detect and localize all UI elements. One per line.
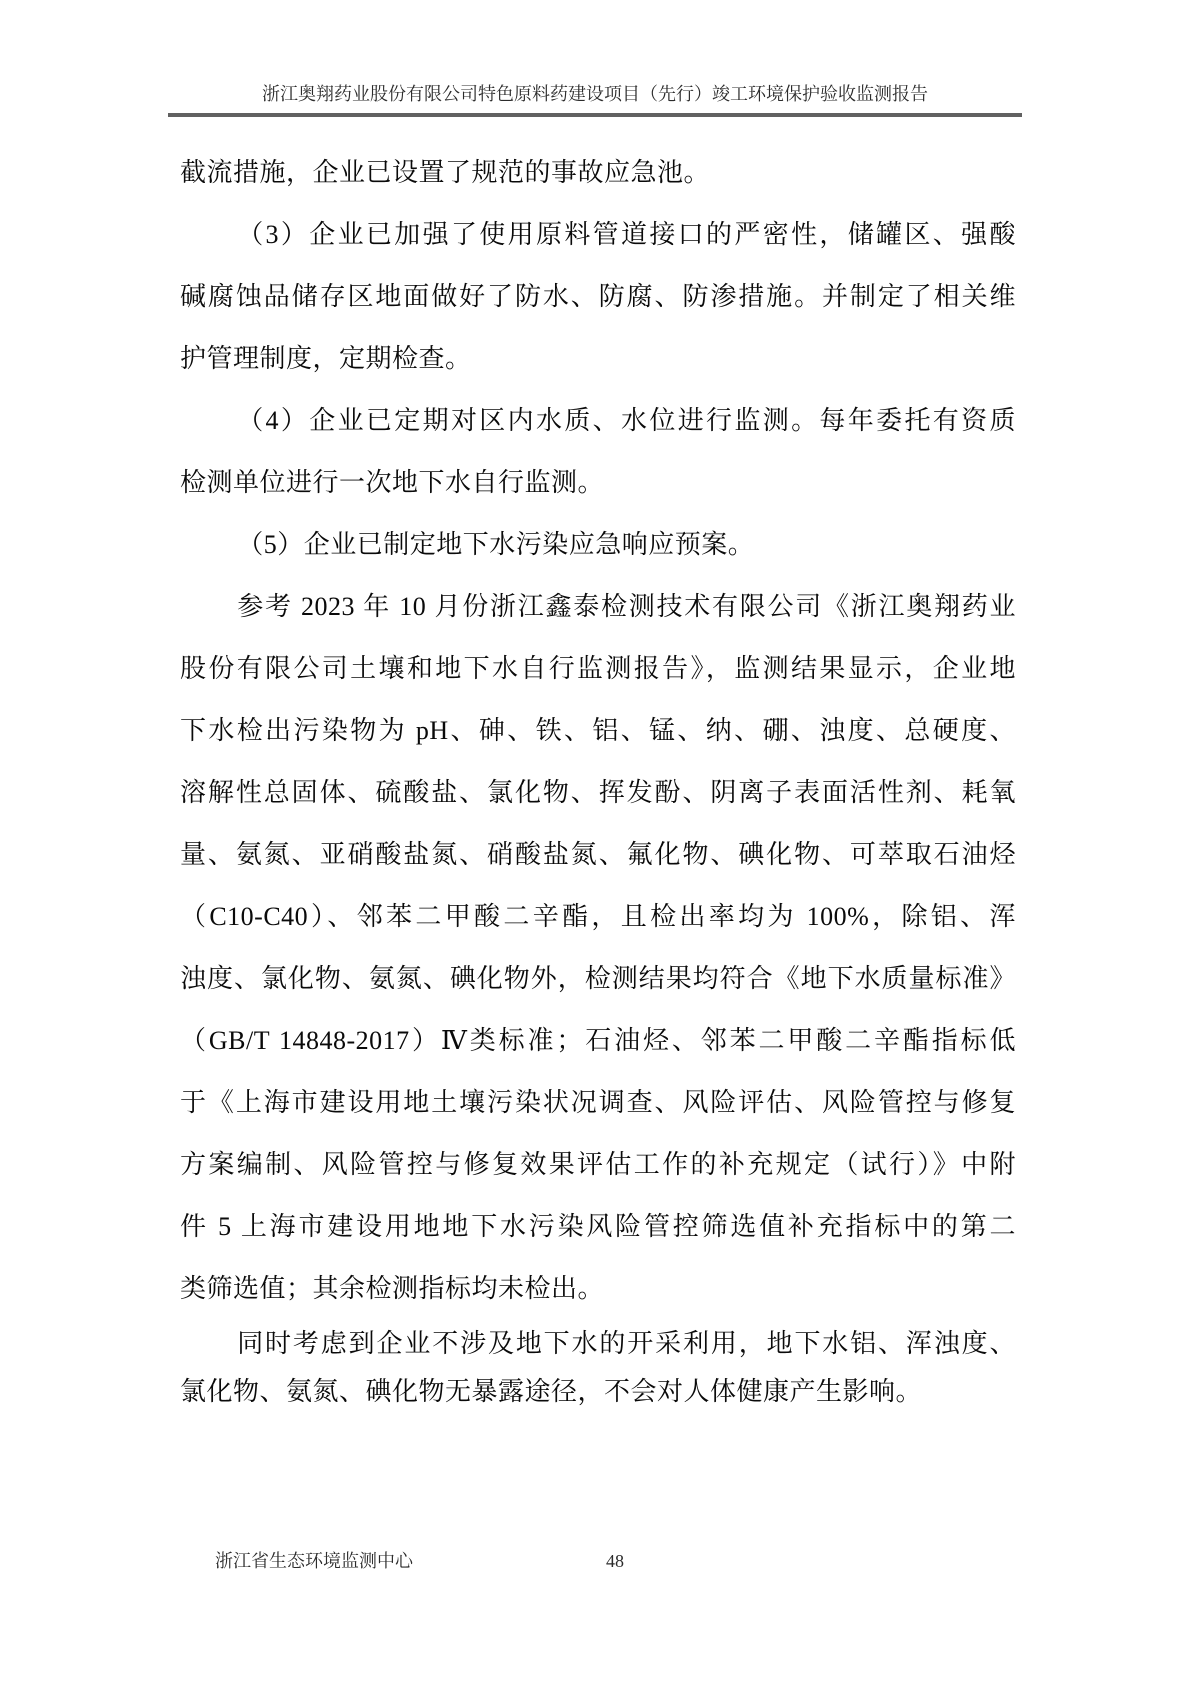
body-line: 截流措施，企业已设置了规范的事故应急池。 bbox=[180, 158, 711, 187]
page-footer bbox=[0, 1548, 1190, 1574]
body-line: （4）企业已定期对区内水质、水位进行监测。每年委托有资质 bbox=[237, 406, 1016, 435]
body-line: 浊度、氯化物、氨氮、碘化物外，检测结果均符合《地下水质量标准》 bbox=[180, 964, 1016, 993]
body-line: 量、氨氮、亚硝酸盐氮、硝酸盐氮、氟化物、碘化物、可萃取石油烃 bbox=[180, 840, 1016, 869]
body-line: 下水检出污染物为 pH、砷、铁、铝、锰、纳、硼、浊度、总硬度、 bbox=[180, 716, 1016, 745]
body-line: 溶解性总固体、硫酸盐、氯化物、挥发酚、阴离子表面活性剂、耗氧 bbox=[180, 778, 1016, 807]
body-line: （C10-C40）、邻苯二甲酸二辛酯，且检出率均为 100%，除铝、浑 bbox=[180, 902, 1016, 931]
document-body bbox=[180, 142, 1016, 1416]
body-line: 参考 2023 年 10 月份浙江鑫泰检测技术有限公司《浙江奥翔药业 bbox=[237, 592, 1016, 621]
page-number: 48 bbox=[606, 1551, 624, 1571]
body-line: 护管理制度，定期检查。 bbox=[180, 344, 472, 373]
body-line: （GB/T 14848-2017）Ⅳ类标准；石油烃、邻苯二甲酸二辛酯指标低 bbox=[180, 1026, 1016, 1055]
header-title: 浙江奥翔药业股份有限公司特色原料药建设项目（先行）竣工环境保护验收监测报告 bbox=[262, 84, 928, 104]
body-line: 件 5 上海市建设用地地下水污染风险管控筛选值补充指标中的第二 bbox=[180, 1212, 1016, 1241]
body-line: 氯化物、氨氮、碘化物无暴露途径，不会对人体健康产生影响。 bbox=[180, 1377, 923, 1406]
body-line: 方案编制、风险管控与修复效果评估工作的补充规定（试行）》中附 bbox=[180, 1150, 1016, 1179]
body-line: 检测单位进行一次地下水自行监测。 bbox=[180, 468, 605, 497]
footer-organization: 浙江省生态环境监测中心 bbox=[215, 1551, 413, 1571]
body-line: （3）企业已加强了使用原料管道接口的严密性，储罐区、强酸 bbox=[237, 220, 1016, 249]
body-line: （5）企业已制定地下水污染应急响应预案。 bbox=[237, 530, 755, 559]
page-header bbox=[168, 82, 1022, 117]
body-line: 碱腐蚀品储存区地面做好了防水、防腐、防渗措施。并制定了相关维 bbox=[180, 282, 1016, 311]
body-line: 股份有限公司土壤和地下水自行监测报告》，监测结果显示，企业地 bbox=[180, 654, 1016, 683]
body-line: 同时考虑到企业不涉及地下水的开采利用，地下水铝、浑浊度、 bbox=[237, 1329, 1016, 1358]
body-line: 于《上海市建设用地土壤污染状况调查、风险评估、风险管控与修复 bbox=[180, 1088, 1016, 1117]
body-line: 类筛选值；其余检测指标均未检出。 bbox=[180, 1274, 605, 1303]
